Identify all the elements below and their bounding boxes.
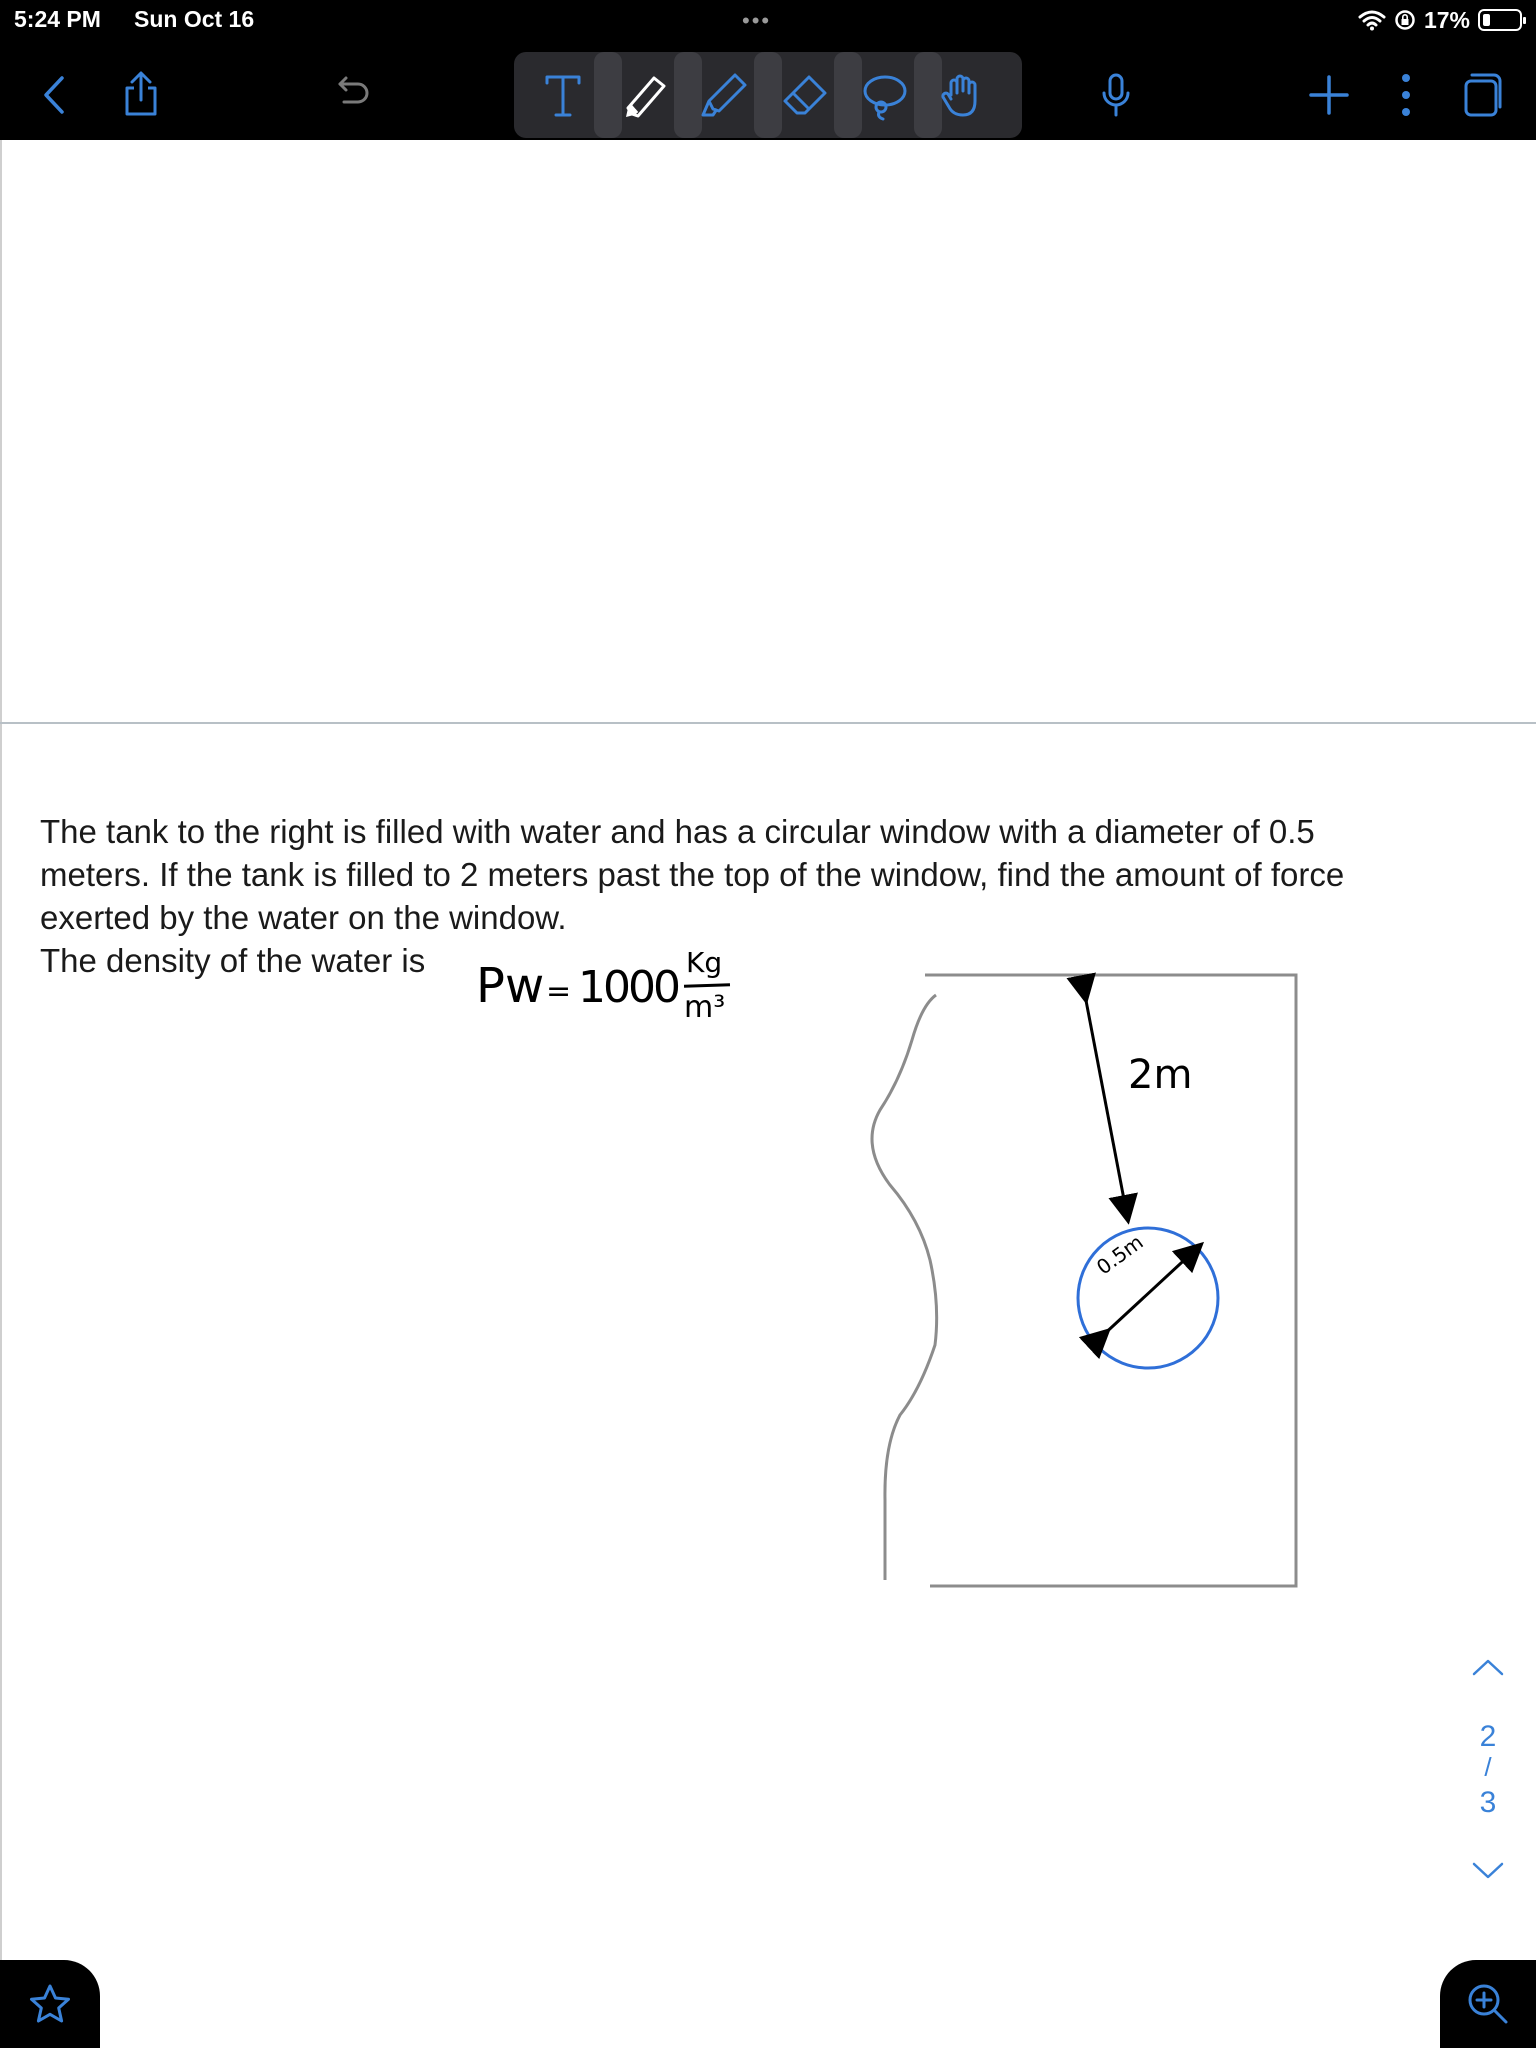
pages-icon[interactable]	[1458, 70, 1506, 120]
total-pages: 3	[1479, 1786, 1497, 1819]
zoom-button[interactable]	[1440, 1960, 1536, 2048]
page-divider	[0, 722, 1536, 724]
page-navigator	[1470, 1650, 1506, 1890]
eraser-icon[interactable]	[778, 68, 832, 122]
diameter-label: 0.5m	[1092, 1229, 1148, 1280]
undo-icon[interactable]	[330, 72, 374, 116]
share-icon[interactable]	[116, 68, 166, 120]
hand-tool-icon[interactable]	[938, 68, 992, 122]
density-prompt: The density of the water is	[40, 942, 426, 979]
depth-arrow	[1084, 990, 1126, 1210]
tank-diagram	[860, 960, 1320, 1600]
orientation-lock-icon	[1394, 9, 1416, 31]
status-indicators	[1358, 5, 1522, 35]
highlighter-icon[interactable]	[698, 68, 752, 122]
multitasking-dots[interactable]: •••	[742, 8, 772, 33]
back-icon[interactable]	[34, 70, 74, 120]
wifi-icon	[1358, 9, 1386, 31]
favorite-button[interactable]	[0, 1960, 100, 2048]
tank-cut-edge	[872, 995, 937, 1580]
unit-denominator: m³	[684, 990, 726, 1025]
density-value: 1000	[578, 962, 678, 1013]
next-page-icon[interactable]	[1472, 1862, 1504, 1880]
star-icon	[28, 1982, 72, 2026]
tank-outline	[925, 975, 1296, 1586]
battery-percent: 17%	[1423, 6, 1470, 33]
unit-numerator: Kg	[686, 946, 723, 979]
status-time: 5:24 PM	[14, 6, 101, 32]
density-symbol: Pw	[476, 958, 545, 1014]
zoom-in-icon	[1466, 1982, 1510, 2026]
problem-statement	[40, 810, 1500, 982]
circular-window	[1078, 1228, 1218, 1368]
text-tool-icon[interactable]	[538, 68, 588, 122]
status-date: Sun Oct 16	[134, 6, 255, 32]
problem-text: The tank to the right is filled with water and has a circular window with a diameter of 0.5 meters. If the tank is filled to 2 meters past the top of the window, find the amount of force exerted by the water on the window.	[40, 813, 1345, 936]
page-separator: /	[1484, 1752, 1492, 1782]
previous-page-icon[interactable]	[1472, 1658, 1504, 1676]
pencil-icon[interactable]	[618, 68, 672, 122]
current-page: 2	[1479, 1720, 1497, 1753]
fraction-bar	[684, 983, 730, 988]
plus-icon[interactable]	[1306, 72, 1352, 118]
depth-label: 2m	[1128, 1052, 1193, 1098]
microphone-icon[interactable]	[1096, 68, 1136, 122]
more-icon[interactable]	[1392, 72, 1420, 118]
top-bar	[0, 0, 1536, 140]
equals-sign: =	[546, 974, 572, 1009]
battery-icon	[1478, 9, 1522, 31]
lasso-icon[interactable]	[858, 68, 912, 122]
page-edge	[0, 140, 2, 2048]
